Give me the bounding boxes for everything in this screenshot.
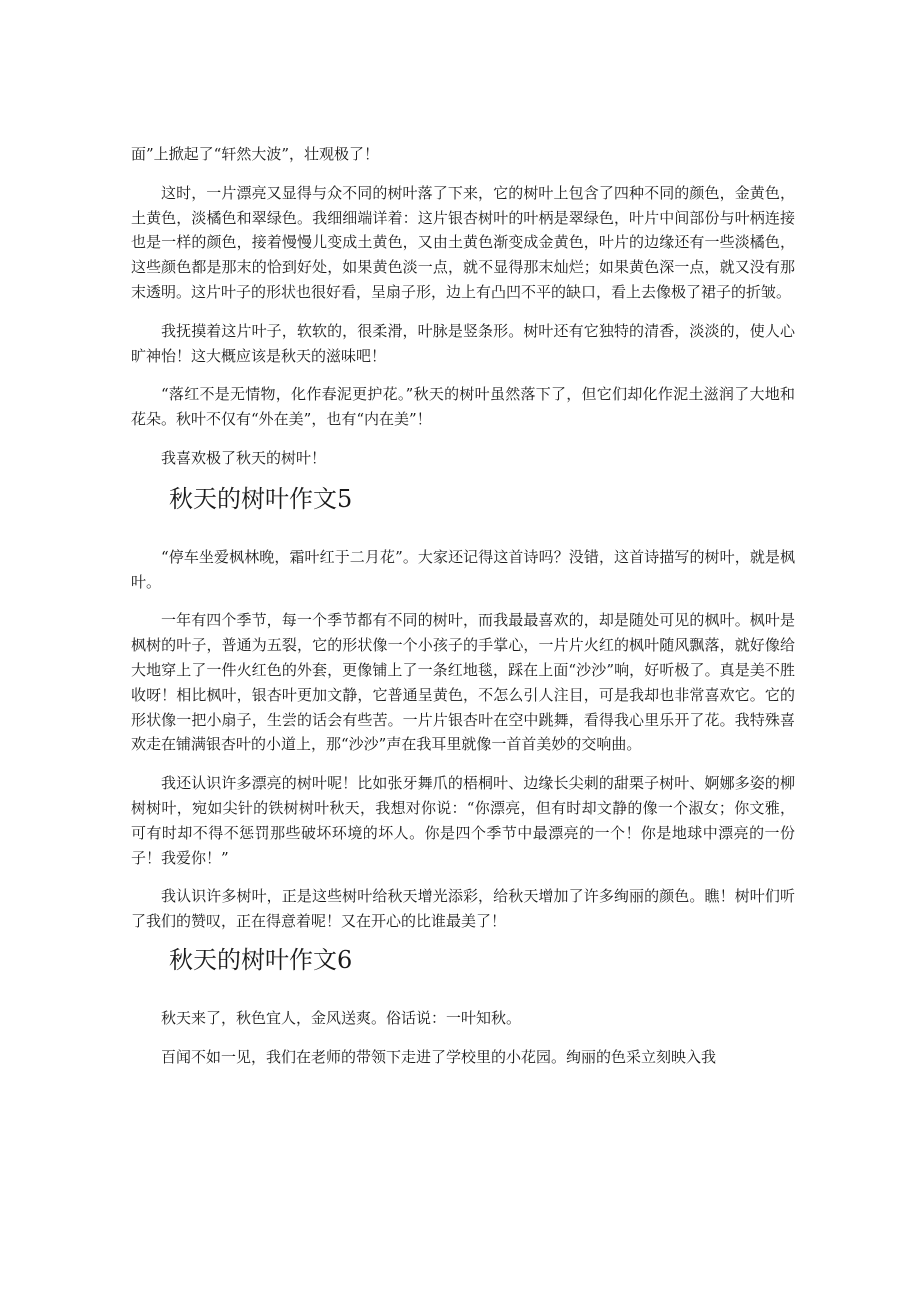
document-page [131, 142, 795, 1070]
paragraph: 我喜欢极了秋天的树叶！ [161, 448, 327, 467]
paragraph: 秋天来了，秋色宜人，金风送爽。俗话说：一叶知秋。 [161, 1008, 522, 1027]
paragraph: 我认识许多树叶，正是这些树叶给秋天增光添彩，给秋天增加了许多绚丽的颜色。瞧！树叶们听了我们的赞叹，正在得意着呢！又在开心的比谁最美了！ [131, 887, 795, 931]
paragraph: 一年有四个季节，每一个季节都有不同的树叶，而我最最喜欢的，却是随处可见的枫叶。枫叶是枫树的叶子，普通为五裂，它的形状像一个小孩子的手掌心，一片片火红的枫叶随风飘落，就好像给大地穿上了一件火红色的外套，更像铺上了一条红地毯，踩在上面“沙沙”响，好听极了。真是美不胜收呀！相比枫叶，银杏叶更加文静，它普通呈黄色，不怎么引人注目，可是我却也非常喜欢它。它的形状像一把小扇子，生尝的话会有些苦。一片片银杏叶在空中跳舞，看得我心里乐开了花。我特殊喜欢走在铺满银杏叶的小道上，那“沙沙”声在我耳里就像一首首美妙的交响曲。 [131, 611, 795, 754]
paragraph: 百闻不如一见，我们在老师的带领下走进了学校里的小花园。绚丽的色采立刻映入我 [161, 1047, 717, 1066]
paragraph: “停车坐爱枫林晚，霜叶红于二月花”。大家还记得这首诗吗？没错，这首诗描写的树叶，就是枫叶。 [131, 547, 795, 591]
paragraph: “落红不是无情物，化作春泥更护花。”秋天的树叶虽然落下了，但它们却化作泥土滋润了大地和花朵。秋叶不仅有“外在美”，也有“内在美”！ [131, 385, 795, 429]
paragraph: 面”上掀起了“轩然大波”，壮观极了！ [131, 145, 380, 163]
section-heading: 秋天的树叶作文5 [169, 484, 353, 513]
section-heading: 秋天的树叶作文6 [169, 945, 353, 974]
paragraph: 我抚摸着这片叶子，软软的，很柔滑，叶脉是竖条形。树叶还有它独特的清香，淡淡的，使人心旷神怡！这大概应该是秋天的滋味吧！ [131, 321, 795, 365]
paragraph: 这时，一片漂亮又显得与众不同的树叶落了下来，它的树叶上包含了四种不同的颜色，金黄色，土黄色，淡橘色和翠绿色。我细细端详着：这片银杏树叶的叶柄是翠绿色，叶片中间部份与叶柄连接也是一样的颜色，接着慢慢儿变成土黄色，又由土黄色渐变成金黄色，叶片的边缘还有一些淡橘色，这些颜色都是那末的恰到好处，如果黄色淡一点，就不显得那末灿烂；如果黄色深一点，就又没有那末透明。这片叶子的形状也很好看，呈扇子形，边上有凸凹不平的缺口，看上去像极了裙子的折皱。 [131, 183, 795, 301]
paragraph: 我还认识许多漂亮的树叶呢！比如张牙舞爪的梧桐叶、边缘长尖刺的甜栗子树叶、婀娜多姿的柳树树叶，宛如尖针的铁树树叶秋天，我想对你说：“你漂亮，但有时却文静的像一个淑女；你文雅，可有时却不得不惩罚那些破坏环境的坏人。你是四个季节中最漂亮的一个！你是地球中漂亮的一份子！我爱你！” [131, 774, 795, 867]
